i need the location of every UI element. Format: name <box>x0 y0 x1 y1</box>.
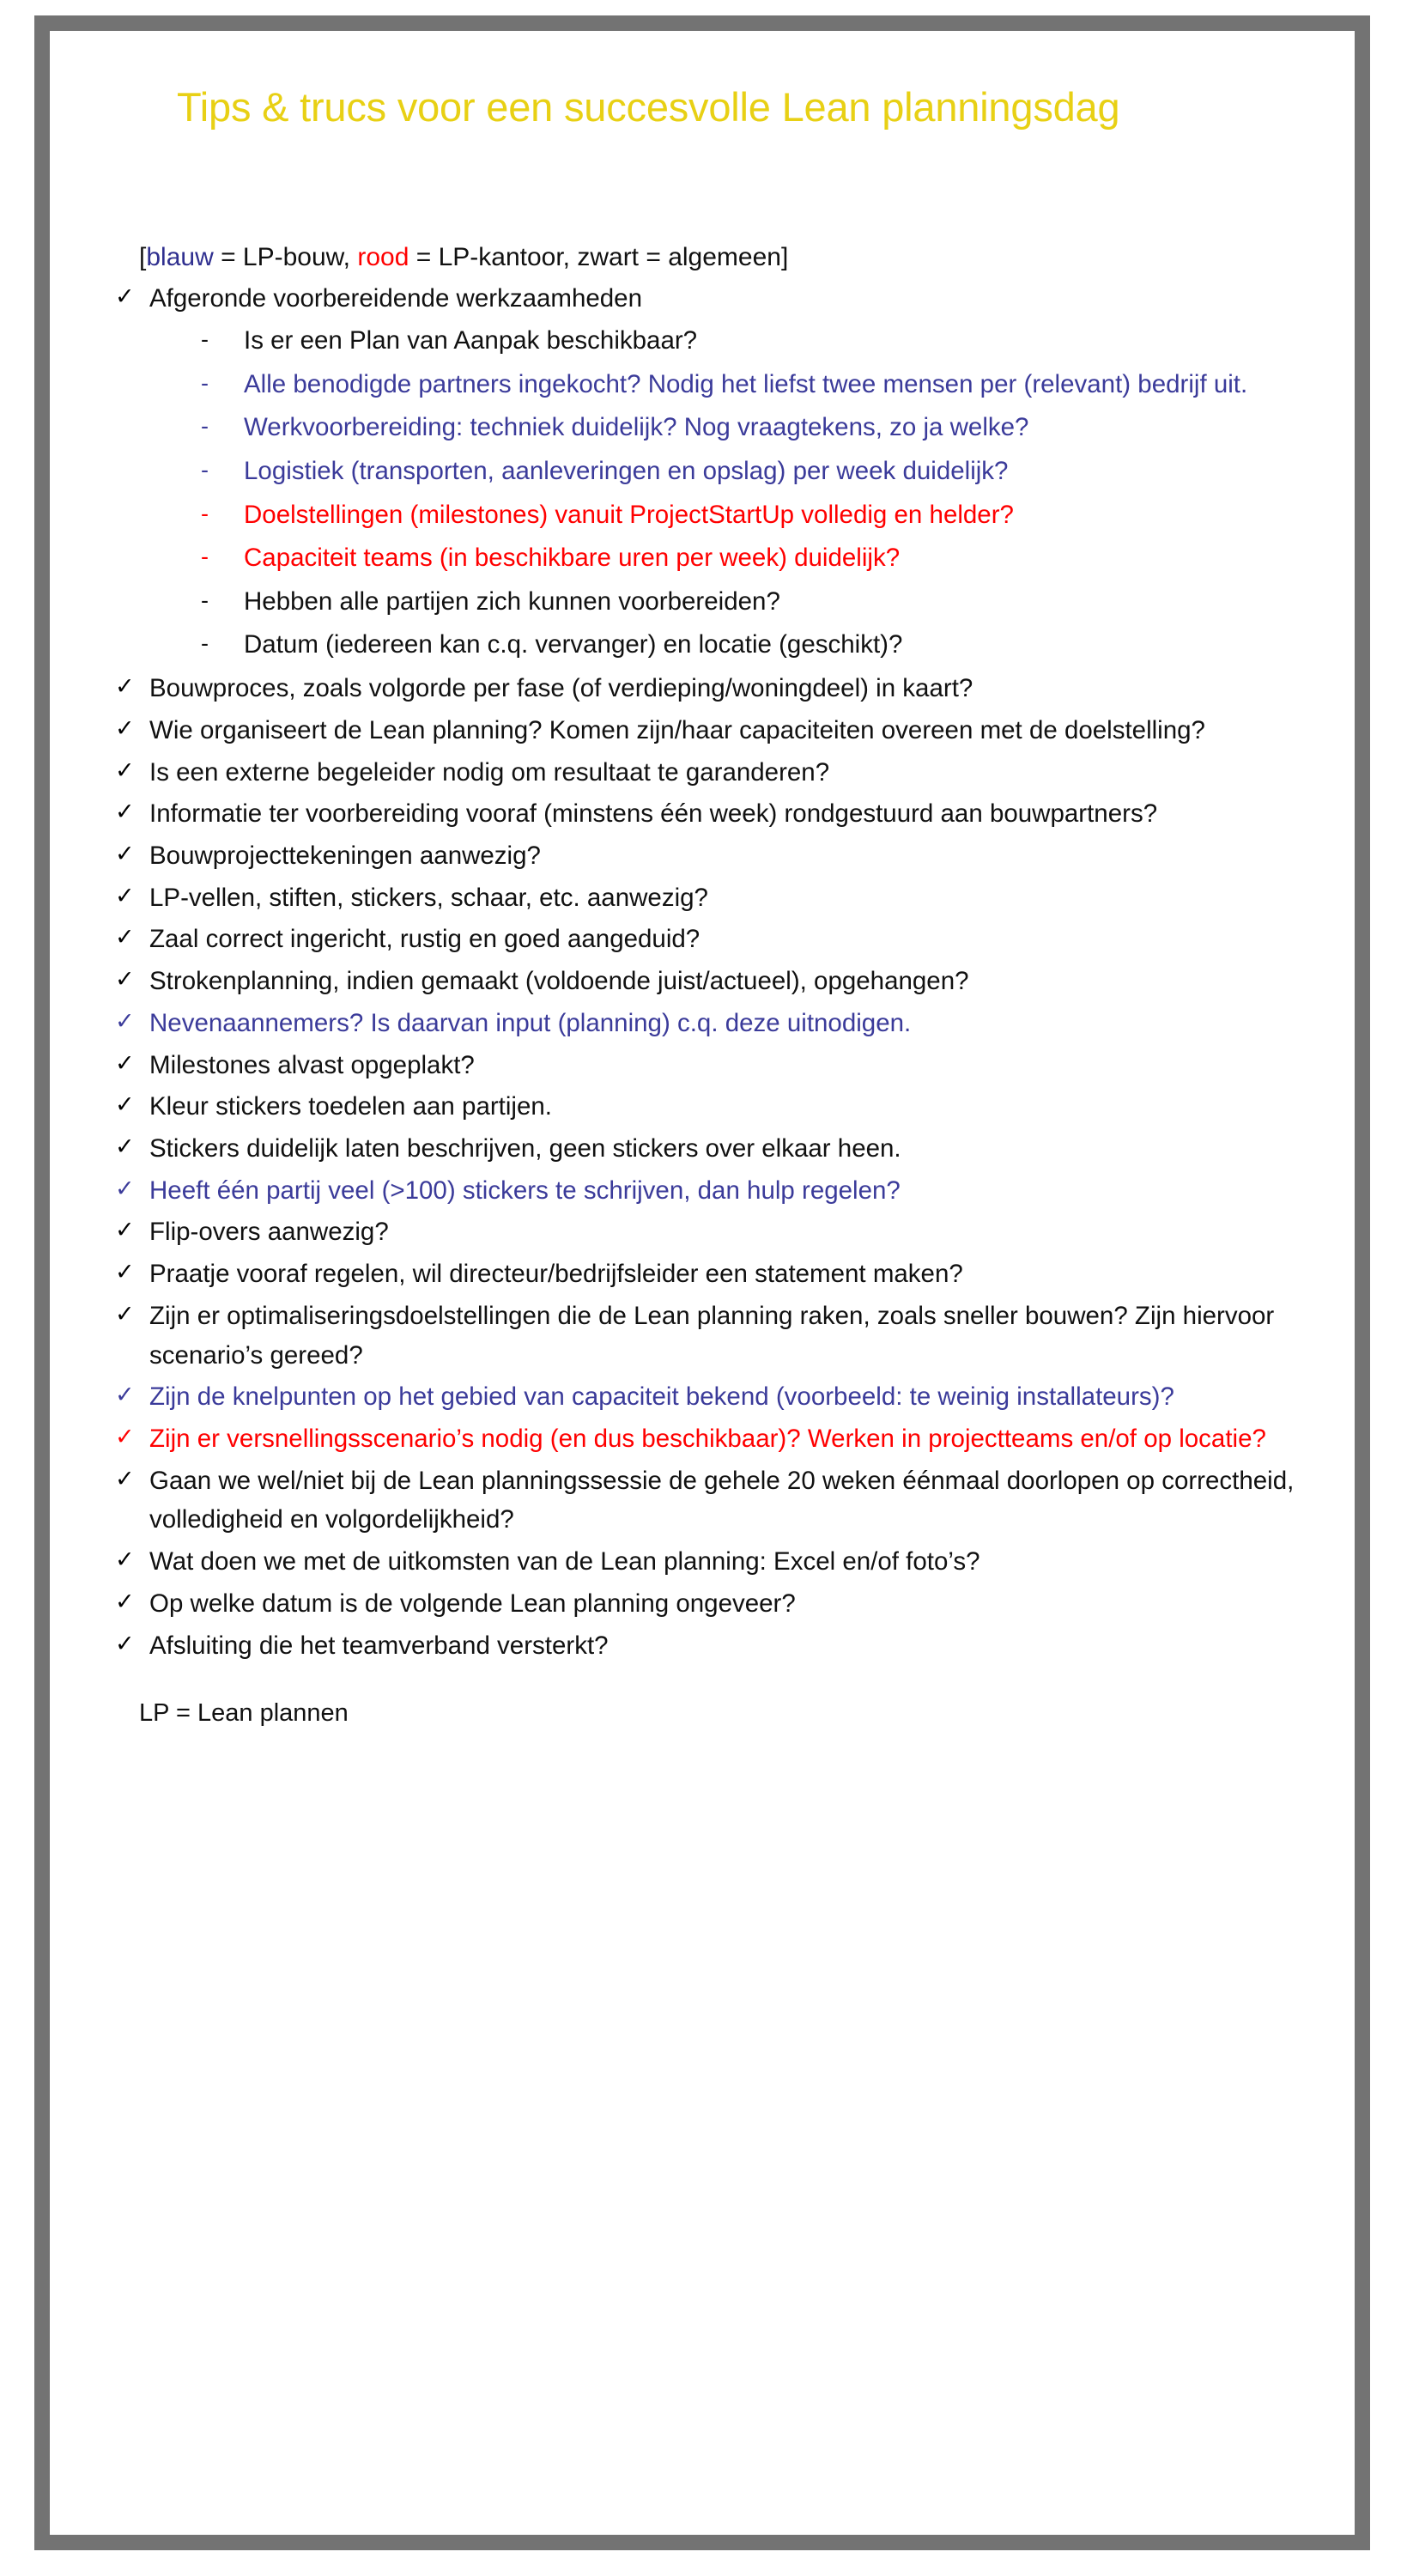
checklist-item[interactable] <box>103 1377 1320 1417</box>
checklist-item-label: Gaan we wel/niet bij de Lean planningssessie de gehele 20 weken éénmaal doorlopen op correctheid, volledigheid en volgordelijkheid? <box>149 1466 1295 1534</box>
checklist-item[interactable] <box>103 1461 1320 1540</box>
dash-bullet-icon: - <box>201 413 209 440</box>
checklist-level-1 <box>103 279 1320 1666</box>
checklist-item[interactable] <box>103 1297 1320 1375</box>
checklist-item[interactable] <box>103 962 1320 1001</box>
checkmark-icon: ✓ <box>115 1546 135 1573</box>
checkmark-icon: ✓ <box>115 1424 135 1450</box>
checklist-item-label: Heeft één partij veel (>100) stickers te schrijven, dan hulp regelen? <box>149 1176 901 1205</box>
slide-frame <box>34 15 1370 2550</box>
legend-open-bracket: [ <box>139 243 147 271</box>
checklist-subitem-label: Doelstellingen (milestones) vanuit ProjectStartUp volledig en helder? <box>244 500 1014 529</box>
checklist-item[interactable] <box>103 753 1320 793</box>
color-legend <box>139 241 1320 274</box>
checkmark-icon: ✓ <box>115 1091 135 1118</box>
checklist-item-label: Zijn er versnellingsscenario’s nodig (en dus beschikbaar)? Werken in projectteams en/of op locatie? <box>149 1425 1266 1454</box>
checklist-item[interactable] <box>103 1129 1320 1169</box>
checklist-subitem-label: Logistiek (transporten, aanleveringen en opslag) per week duidelijk? <box>244 457 1009 486</box>
checklist-item-label: Strokenplanning, indien gemaakt (voldoende juist/actueel), opgehangen? <box>149 967 969 996</box>
checkmark-icon: ✓ <box>115 756 135 783</box>
checklist-body <box>103 241 1320 1730</box>
checklist-item-label: Bouwproces, zoals volgorde per fase (of verdieping/woningdeel) in kaart? <box>149 674 973 703</box>
checklist-subitem[interactable] <box>149 538 1320 579</box>
checklist-item-label: Zijn er optimaliseringsdoelstellingen die de Lean planning raken, zoals sneller bouwen? Zijn hiervoor scenario’s gereed? <box>149 1301 1275 1370</box>
checklist-item-label: Afsluiting die het teamverband versterkt? <box>149 1631 609 1660</box>
checklist-subitem-label: Capaciteit teams (in beschikbare uren per week) duidelijk? <box>244 544 901 573</box>
checkmark-icon: ✓ <box>115 283 135 309</box>
checklist-item-label: Flip-overs aanwezig? <box>149 1218 389 1247</box>
checklist-subitem[interactable] <box>149 582 1320 623</box>
legend-rood-word: rood <box>357 243 409 271</box>
dash-bullet-icon: - <box>201 544 209 570</box>
checklist-subitem[interactable] <box>149 452 1320 492</box>
checkmark-icon: ✓ <box>115 1217 135 1243</box>
checklist-item-label: Is een externe begeleider nodig om resultaat te garanderen? <box>149 757 830 787</box>
checklist-item-label: Zaal correct ingericht, rustig en goed aangeduid? <box>149 925 700 954</box>
checklist-subitem-label: Datum (iedereen kan c.q. vervanger) en locatie (geschikt)? <box>244 630 903 659</box>
checkmark-icon: ✓ <box>115 966 135 993</box>
checkmark-icon: ✓ <box>115 1588 135 1614</box>
checkmark-icon: ✓ <box>115 1382 135 1408</box>
checklist-item-label: Kleur stickers toedelen aan partijen. <box>149 1092 552 1121</box>
checklist-item[interactable] <box>103 1171 1320 1211</box>
checklist-item[interactable] <box>103 279 1320 666</box>
checkmark-icon: ✓ <box>115 673 135 700</box>
checklist-subitem-label: Alle benodigde partners ingekocht? Nodig het liefst twee mensen per (relevant) bedrijf uit. <box>244 369 1248 398</box>
dash-bullet-icon: - <box>201 500 209 526</box>
checklist-subitem[interactable] <box>149 365 1320 405</box>
checklist-subitem[interactable] <box>149 408 1320 448</box>
dash-bullet-icon: - <box>201 326 209 353</box>
checklist-item[interactable] <box>103 1046 1320 1085</box>
checkmark-icon: ✓ <box>115 799 135 825</box>
checkmark-icon: ✓ <box>115 1465 135 1492</box>
dash-bullet-icon: - <box>201 586 209 613</box>
checklist-subitem-label: Werkvoorbereiding: techniek duidelijk? Nog vraagtekens, zo ja welke? <box>244 413 1029 442</box>
page-title: Tips & trucs voor een succesvolle Lean planningsdag <box>177 84 1120 130</box>
dash-bullet-icon: - <box>201 630 209 657</box>
checkmark-icon: ✓ <box>115 1007 135 1034</box>
checklist-subitem-label: Hebben alle partijen zich kunnen voorbereiden? <box>244 586 780 616</box>
legend-rood-definition: = LP-kantoor, zwart = algemeen] <box>409 243 789 271</box>
checklist-item[interactable] <box>103 1419 1320 1459</box>
checklist-item-label: Wie organiseert de Lean planning? Komen zijn/haar capaciteiten overeen met de doelstelling? <box>149 715 1205 744</box>
checklist-item-label: Praatje vooraf regelen, wil directeur/bedrijfsleider een statement maken? <box>149 1260 963 1289</box>
checklist-item-label: Op welke datum is de volgende Lean planning ongeveer? <box>149 1589 796 1618</box>
checklist-item[interactable] <box>103 1542 1320 1582</box>
checklist-item[interactable] <box>103 1004 1320 1043</box>
checklist-subitem[interactable] <box>149 495 1320 536</box>
checklist-item-label: Nevenaannemers? Is daarvan input (planning) c.q. deze uitnodigen. <box>149 1008 912 1037</box>
checklist-item[interactable] <box>103 669 1320 708</box>
checklist-item-label: LP-vellen, stiften, stickers, schaar, etc. aanwezig? <box>149 883 708 912</box>
checklist-item-label: Stickers duidelijk laten beschrijven, geen stickers over elkaar heen. <box>149 1134 901 1163</box>
slide-canvas <box>50 31 1355 2535</box>
checklist-subitem[interactable] <box>149 625 1320 665</box>
checklist-level-2 <box>149 321 1320 665</box>
checkmark-icon: ✓ <box>115 924 135 951</box>
checkmark-icon: ✓ <box>115 1049 135 1076</box>
checkmark-icon: ✓ <box>115 882 135 908</box>
checklist-subitem[interactable] <box>149 321 1320 361</box>
checklist-item-label: Bouwprojecttekeningen aanwezig? <box>149 841 541 870</box>
checklist-item[interactable] <box>103 920 1320 959</box>
checklist-item-label: Informatie ter voorbereiding vooraf (minstens één week) rondgestuurd aan bouwpartners? <box>149 799 1158 829</box>
footer-note: LP = Lean plannen <box>139 1699 349 1728</box>
checkmark-icon: ✓ <box>115 1259 135 1285</box>
checkmark-icon: ✓ <box>115 714 135 741</box>
checklist-item-label: Afgeronde voorbereidende werkzaamheden <box>149 283 642 313</box>
checklist-item[interactable] <box>103 1584 1320 1624</box>
checklist-item-label: Zijn de knelpunten op het gebied van capaciteit bekend (voorbeeld: te weinig installateurs)? <box>149 1382 1174 1412</box>
checklist-item[interactable] <box>103 711 1320 750</box>
checkmark-icon: ✓ <box>115 1300 135 1327</box>
checklist-item-label: Milestones alvast opgeplakt? <box>149 1050 475 1079</box>
checklist-item[interactable] <box>103 1212 1320 1252</box>
checkmark-icon: ✓ <box>115 1175 135 1201</box>
checklist-item[interactable] <box>103 1255 1320 1294</box>
checklist-item[interactable] <box>103 1626 1320 1666</box>
checkmark-icon: ✓ <box>115 1133 135 1159</box>
checklist-subitem-label: Is er een Plan van Aanpak beschikbaar? <box>244 326 698 355</box>
checklist-item[interactable] <box>103 836 1320 876</box>
checkmark-icon: ✓ <box>115 840 135 866</box>
checklist-item[interactable] <box>103 1087 1320 1127</box>
legend-blauw-definition: = LP-bouw, <box>213 243 358 271</box>
checklist-item[interactable] <box>103 794 1320 834</box>
checkmark-icon: ✓ <box>115 1630 135 1656</box>
dash-bullet-icon: - <box>201 457 209 483</box>
checklist-item[interactable] <box>103 878 1320 918</box>
legend-blauw-word: blauw <box>146 243 214 271</box>
checklist-item-label: Wat doen we met de uitkomsten van de Lean planning: Excel en/of foto’s? <box>149 1547 980 1577</box>
dash-bullet-icon: - <box>201 369 209 396</box>
